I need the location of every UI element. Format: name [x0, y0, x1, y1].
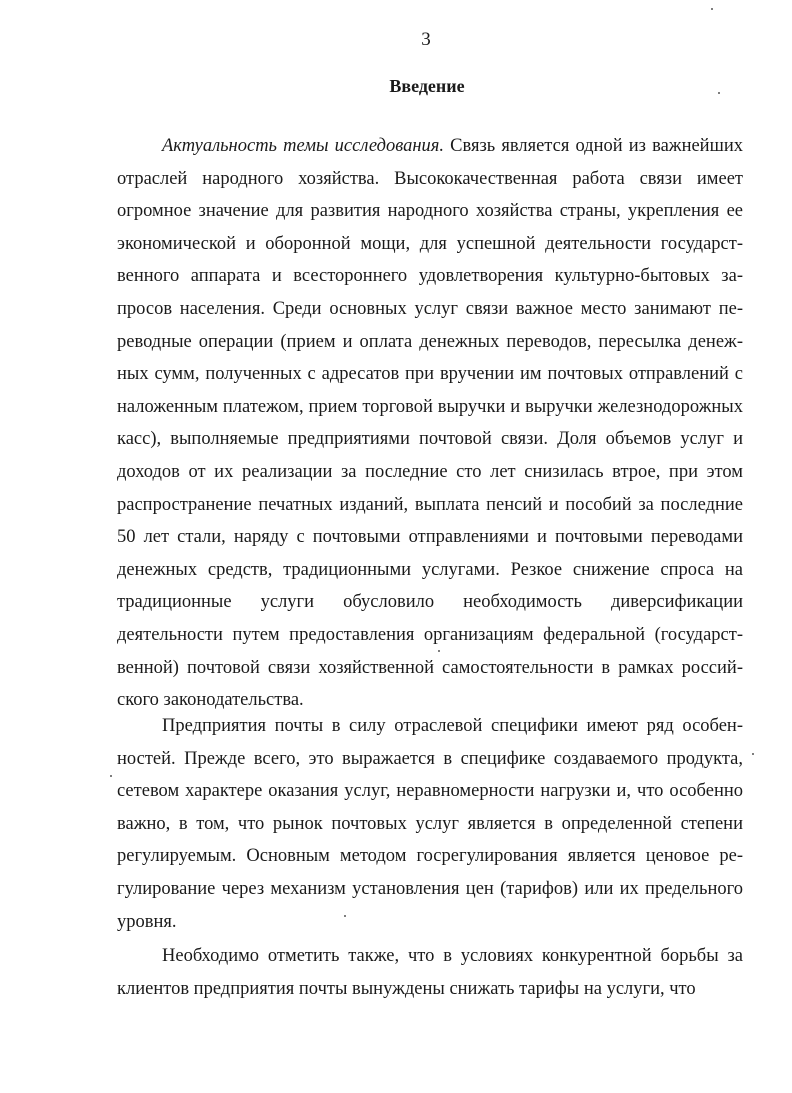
- paragraph-1-block: [117, 130, 743, 717]
- paragraph-2: Предприятия почты в силу отраслевой специфики имеют ряд особенностей. Прежде всего, это выражается в специфике создаваемого продукта, сетевом характере оказания услуг, неравномерности нагрузки и, что особенно важно, в том, что рынок почтовых услуг является в определенной степени регулируемым. Основным методом госрегулирования является ценовое регулирование через механизм установления цен (тарифов) или их предельного уровня.: [117, 716, 743, 932]
- paragraph-2-block: [117, 710, 743, 938]
- scan-speck: [752, 753, 754, 755]
- scan-speck: [711, 8, 713, 10]
- scan-speck: [718, 92, 720, 94]
- scan-speck: [110, 775, 112, 777]
- page-number: 3: [421, 29, 431, 50]
- scan-speck: [344, 915, 346, 917]
- paragraph-3: Необходимо отметить также, что в условиях конкурентной борьбы за клиентов предприятия почты вынуждены снижать тарифы на услуги, что: [117, 946, 743, 999]
- paragraph-3-block: [117, 940, 743, 1005]
- section-heading: Введение: [389, 76, 465, 96]
- paragraph-1-lead: Актуальность темы исследования.: [162, 136, 445, 156]
- scan-speck: [438, 650, 440, 652]
- paragraph-1: [117, 130, 743, 717]
- paragraph-1-text: Связь является одной из важнейших отраслей народного хозяйства. Высококачественная работа связи имеет огромное значение для развития народного хозяйства страны, укрепления ее экономической и оборонной мощи, для успешной деятельности государственного аппарата и всестороннего удовлетворения культурно-бытовых запросов населения. Среди основных услуг связи важное место занимают переводные операции (прием и оплата денежных переводов, пересылка денежных сумм, полученных с адресатов при вручении им почтовых отправлений с наложенным платежом, прием торговой выручки и выручки железнодорожных касс), выполняемые предприятиями почтовой связи. Доля объемов услуг и доходов от их реализации за последние сто лет снизилась втрое, при этом распространение печатных изданий, выплата пенсий и пособий за последние 50 лет стали, наряду с почтовыми отправлениями и почтовыми переводами денежных средств, традиционными услугами. Резкое снижение спроса на традиционные услуги обусловило необходимость диверсификации деятельности путем предоставления организациям федеральной (государственной) почтовой связи хозяйственной самостоятельности в рамках российского законодательства.: [117, 136, 743, 711]
